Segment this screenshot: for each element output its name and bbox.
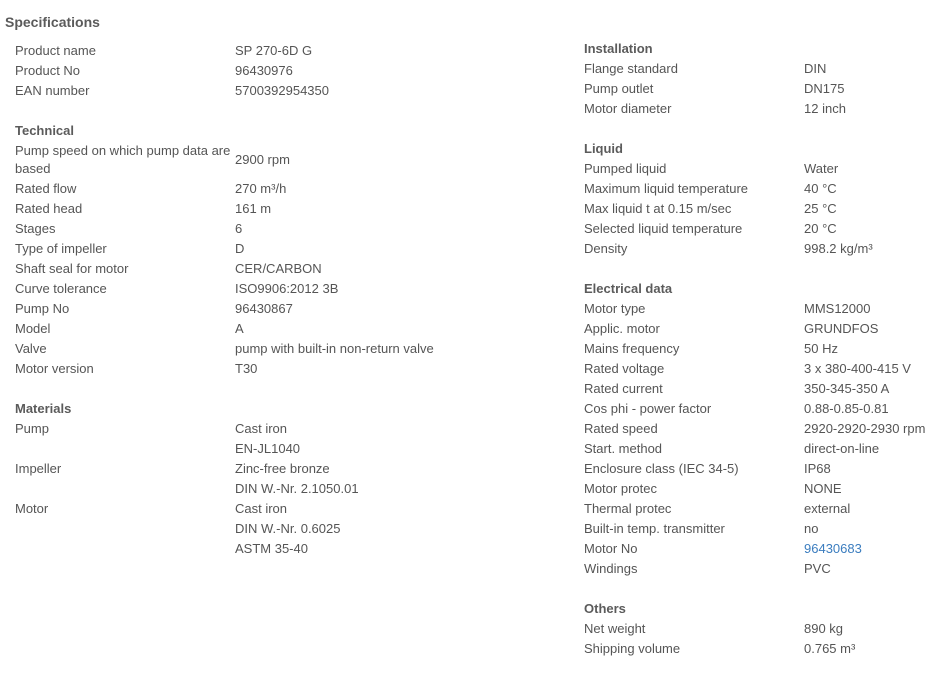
spec-label-pumped-liquid: Pumped liquid	[584, 161, 667, 176]
spec-value-pumped-liquid: Water	[804, 161, 839, 176]
spec-label-enclosure-class: Enclosure class (IEC 34-5)	[584, 461, 739, 476]
spec-value-flange-standard: DIN	[804, 61, 827, 76]
spec-value-motor-type: MMS12000	[804, 301, 871, 316]
spec-label-mains-frequency: Mains frequency	[584, 341, 680, 356]
spec-value-material-impeller-standard: DIN W.-Nr. 2.1050.01	[235, 481, 359, 496]
spec-value-net-weight: 890 kg	[804, 621, 844, 636]
spec-value-product-no: 96430976	[235, 63, 293, 78]
spec-label-windings: Windings	[584, 561, 638, 576]
spec-value-ean: 5700392954350	[235, 83, 329, 98]
spec-label-applic-motor: Applic. motor	[584, 321, 660, 336]
spec-value-max-liquid-temp: 40 °C	[804, 181, 837, 196]
spec-value-motor-protec: NONE	[804, 481, 842, 496]
spec-value-rated-flow: 270 m³/h	[235, 181, 287, 196]
spec-value-valve: pump with built-in non-return valve	[235, 341, 434, 356]
section-heading-liquid: Liquid	[584, 141, 623, 156]
spec-label-material-impeller: Impeller	[15, 461, 62, 476]
spec-value-pump-no: 96430867	[235, 301, 293, 316]
spec-label-impeller-type: Type of impeller	[15, 241, 107, 256]
spec-label-rated-head: Rated head	[15, 201, 83, 216]
spec-value-material-motor: Cast iron	[235, 501, 288, 516]
spec-label-density: Density	[584, 241, 628, 256]
spec-value-material-motor-standard: DIN W.-Nr. 0.6025	[235, 521, 341, 536]
spec-label-material-pump: Pump	[15, 421, 49, 436]
spec-value-rated-head: 161 m	[235, 201, 272, 216]
spec-label-start-method: Start. method	[584, 441, 663, 456]
spec-value-windings: PVC	[804, 561, 831, 576]
page-title: Specifications	[5, 14, 100, 30]
spec-value-start-method: direct-on-line	[804, 441, 880, 456]
spec-value-shaft-seal: CER/CARBON	[235, 261, 322, 276]
spec-value-motor-diameter: 12 inch	[804, 101, 846, 116]
spec-value-product-name: SP 270-6D G	[235, 43, 313, 58]
spec-label-rated-voltage: Rated voltage	[584, 361, 665, 376]
spec-value-temp-transmitter: no	[804, 521, 819, 536]
section-heading-materials: Materials	[15, 401, 72, 416]
spec-label-ean: EAN number	[15, 83, 90, 98]
spec-label-max-liquid-temp: Maximum liquid temperature	[584, 181, 749, 196]
spec-label-thermal-protec: Thermal protec	[584, 501, 672, 516]
spec-value-model: A	[235, 321, 244, 336]
spec-label-motor-type: Motor type	[584, 301, 646, 316]
spec-label-flange-standard: Flange standard	[584, 61, 678, 76]
spec-label-pump-outlet: Pump outlet	[584, 81, 654, 96]
spec-label-stages: Stages	[15, 221, 56, 236]
spec-label-max-liquid-t-velocity: Max liquid t at 0.15 m/sec	[584, 201, 732, 216]
spec-label-rated-current: Rated current	[584, 381, 663, 396]
spec-label-net-weight: Net weight	[584, 621, 646, 636]
spec-label-valve: Valve	[15, 341, 47, 356]
spec-label-temp-transmitter: Built-in temp. transmitter	[584, 521, 725, 536]
spec-label-selected-liquid-temp: Selected liquid temperature	[584, 221, 743, 236]
spec-value-material-pump-standard: EN-JL1040	[235, 441, 301, 456]
section-heading-installation: Installation	[584, 41, 653, 56]
section-heading-electrical: Electrical data	[584, 281, 673, 296]
spec-label-rated-speed: Rated speed	[584, 421, 658, 436]
spec-label-material-motor: Motor	[15, 501, 49, 516]
spec-value-selected-liquid-temp: 20 °C	[804, 221, 837, 236]
spec-value-material-impeller: Zinc-free bronze	[235, 461, 330, 476]
spec-value-power-factor: 0.88-0.85-0.81	[804, 401, 889, 416]
spec-label-model: Model	[15, 321, 51, 336]
spec-label-curve-tolerance: Curve tolerance	[15, 281, 107, 296]
spec-label-motor-protec: Motor protec	[584, 481, 657, 496]
spec-label-product-name: Product name	[15, 43, 96, 58]
spec-label-power-factor: Cos phi - power factor	[584, 401, 712, 416]
motor-no-link[interactable]: 96430683	[804, 541, 862, 556]
spec-label-shipping-volume: Shipping volume	[584, 641, 681, 656]
spec-value-pump-outlet: DN175	[804, 81, 845, 96]
spec-value-stages: 6	[235, 221, 243, 236]
spec-value-mains-frequency: 50 Hz	[804, 341, 838, 356]
spec-label-motor-version: Motor version	[15, 361, 94, 376]
spec-value-thermal-protec: external	[804, 501, 851, 516]
spec-value-motor-version: T30	[235, 361, 258, 376]
spec-value-material-motor-standard-2: ASTM 35-40	[235, 541, 308, 556]
spec-label-pump-no: Pump No	[15, 301, 70, 316]
spec-value-pump-speed: 2900 rpm	[235, 152, 290, 167]
spec-label-rated-flow: Rated flow	[15, 181, 77, 196]
spec-label-product-no: Product No	[15, 63, 81, 78]
spec-value-curve-tolerance: ISO9906:2012 3B	[235, 281, 339, 296]
spec-value-rated-speed: 2920-2920-2930 rpm	[804, 421, 926, 436]
spec-label-motor-no: Motor No	[584, 541, 638, 556]
spec-value-impeller-type: D	[235, 241, 245, 256]
spec-value-max-liquid-t-velocity: 25 °C	[804, 201, 837, 216]
spec-value-applic-motor: GRUNDFOS	[804, 321, 879, 336]
spec-value-rated-voltage: 3 x 380-400-415 V	[804, 361, 911, 376]
spec-value-density: 998.2 kg/m³	[804, 241, 873, 256]
spec-value-enclosure-class: IP68	[804, 461, 831, 476]
spec-label-motor-diameter: Motor diameter	[584, 101, 672, 116]
spec-label-pump-speed: Pump speed on which pump data are based	[15, 143, 231, 176]
section-heading-others: Others	[584, 601, 626, 616]
spec-label-shaft-seal: Shaft seal for motor	[15, 261, 129, 276]
spec-value-material-pump: Cast iron	[235, 421, 288, 436]
section-heading-technical: Technical	[15, 123, 75, 138]
spec-value-shipping-volume: 0.765 m³	[804, 641, 856, 656]
spec-value-rated-current: 350-345-350 A	[804, 381, 890, 396]
